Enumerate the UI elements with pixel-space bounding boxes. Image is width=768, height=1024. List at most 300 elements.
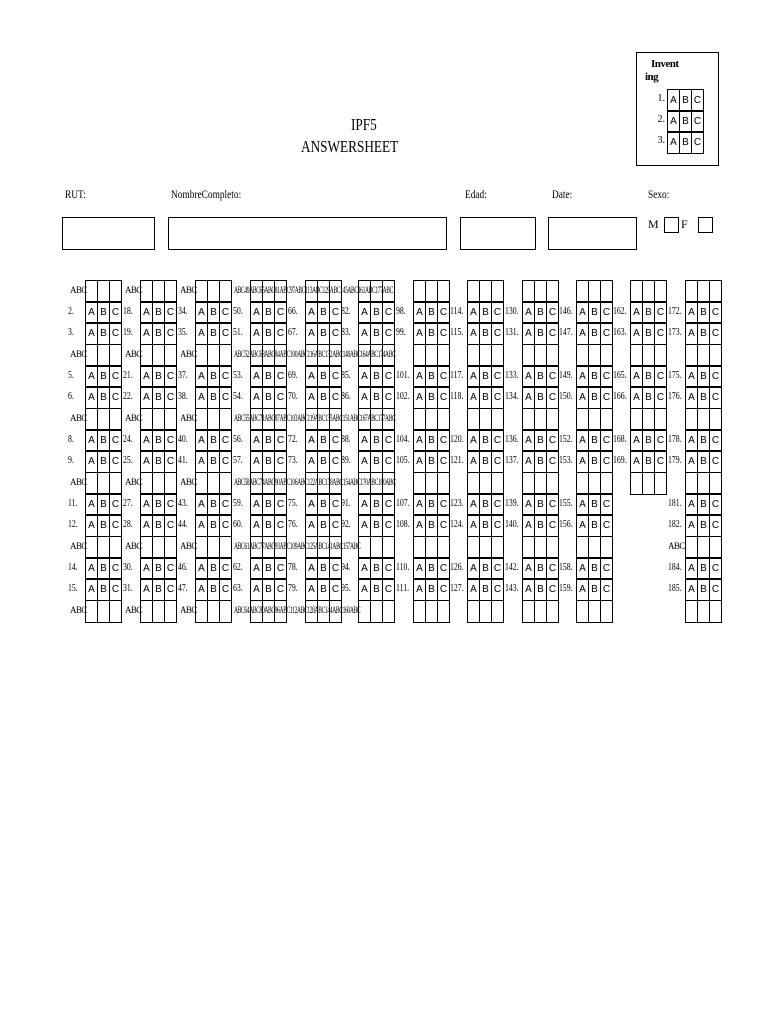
answer-option[interactable]: B bbox=[97, 557, 110, 580]
answer-option[interactable]: C bbox=[654, 365, 667, 388]
answer-option[interactable]: B bbox=[317, 301, 330, 324]
answer-option[interactable]: B bbox=[534, 365, 547, 388]
age-field[interactable] bbox=[460, 217, 536, 250]
answer-option[interactable]: A bbox=[358, 557, 371, 580]
answer-option[interactable]: B bbox=[534, 493, 547, 516]
answer-option[interactable]: A bbox=[140, 365, 153, 388]
sex-m-checkbox[interactable] bbox=[664, 217, 679, 233]
answer-option[interactable]: C bbox=[600, 557, 613, 580]
answer-option[interactable]: B bbox=[697, 365, 710, 388]
answer-option[interactable]: C bbox=[491, 493, 504, 516]
answer-option[interactable]: A bbox=[576, 493, 589, 516]
answer-option[interactable]: A bbox=[358, 578, 371, 601]
answer-option[interactable]: C bbox=[382, 322, 395, 345]
answer-option[interactable]: C bbox=[109, 557, 122, 580]
answer-option[interactable]: C bbox=[164, 386, 177, 409]
answer-option[interactable]: C bbox=[274, 365, 287, 388]
answer-option[interactable]: B bbox=[697, 557, 710, 580]
answer-option[interactable]: C bbox=[164, 365, 177, 388]
answer-option[interactable]: C bbox=[437, 429, 450, 452]
answer-option[interactable]: C bbox=[491, 429, 504, 452]
answer-option[interactable]: A bbox=[522, 322, 535, 345]
answer-option[interactable]: C bbox=[329, 301, 342, 324]
answer-option[interactable]: C bbox=[546, 365, 559, 388]
answer-option[interactable]: A bbox=[305, 301, 318, 324]
answer-option[interactable]: B bbox=[479, 386, 492, 409]
inventory-option[interactable]: C bbox=[691, 110, 704, 133]
answer-option[interactable]: C bbox=[382, 386, 395, 409]
answer-option[interactable]: A bbox=[413, 493, 426, 516]
answer-option[interactable]: B bbox=[97, 429, 110, 452]
answer-option[interactable]: B bbox=[317, 557, 330, 580]
answer-option[interactable]: A bbox=[250, 557, 263, 580]
answer-option[interactable]: C bbox=[437, 557, 450, 580]
answer-option[interactable]: B bbox=[317, 365, 330, 388]
answer-option[interactable]: B bbox=[207, 386, 220, 409]
answer-option[interactable]: C bbox=[219, 301, 232, 324]
answer-option[interactable]: B bbox=[207, 578, 220, 601]
answer-option[interactable]: A bbox=[195, 493, 208, 516]
answer-option[interactable]: A bbox=[630, 450, 643, 473]
answer-option[interactable]: A bbox=[85, 514, 98, 537]
answer-option[interactable]: A bbox=[467, 514, 480, 537]
answer-option[interactable]: B bbox=[370, 557, 383, 580]
answer-option[interactable]: B bbox=[425, 429, 438, 452]
answer-option[interactable]: A bbox=[413, 557, 426, 580]
answer-option[interactable]: B bbox=[207, 514, 220, 537]
answer-option[interactable]: B bbox=[152, 322, 165, 345]
answer-option[interactable]: C bbox=[546, 578, 559, 601]
answer-option[interactable]: A bbox=[576, 557, 589, 580]
answer-option[interactable]: C bbox=[219, 386, 232, 409]
answer-option[interactable]: B bbox=[262, 322, 275, 345]
answer-option[interactable]: A bbox=[413, 450, 426, 473]
answer-option[interactable]: A bbox=[522, 450, 535, 473]
answer-option[interactable]: A bbox=[358, 493, 371, 516]
answer-option[interactable]: B bbox=[425, 514, 438, 537]
answer-option[interactable]: B bbox=[425, 557, 438, 580]
answer-option[interactable]: C bbox=[382, 450, 395, 473]
answer-option[interactable]: B bbox=[97, 386, 110, 409]
inventory-option[interactable]: C bbox=[691, 131, 704, 154]
inventory-option[interactable]: C bbox=[691, 89, 704, 112]
answer-option[interactable]: B bbox=[534, 386, 547, 409]
answer-option[interactable]: B bbox=[317, 386, 330, 409]
answer-option[interactable]: C bbox=[437, 450, 450, 473]
answer-option[interactable]: C bbox=[164, 322, 177, 345]
answer-option[interactable]: C bbox=[491, 450, 504, 473]
answer-option[interactable]: B bbox=[425, 301, 438, 324]
inventory-option[interactable]: A bbox=[667, 131, 680, 154]
answer-option[interactable]: B bbox=[588, 578, 601, 601]
answer-option[interactable]: A bbox=[685, 386, 698, 409]
answer-option[interactable]: C bbox=[164, 514, 177, 537]
answer-option[interactable]: C bbox=[491, 386, 504, 409]
answer-option[interactable]: A bbox=[467, 322, 480, 345]
answer-option[interactable]: C bbox=[600, 386, 613, 409]
answer-option[interactable]: A bbox=[467, 493, 480, 516]
answer-option[interactable]: B bbox=[317, 514, 330, 537]
answer-option[interactable]: A bbox=[250, 322, 263, 345]
answer-option[interactable]: B bbox=[207, 301, 220, 324]
answer-option[interactable]: B bbox=[479, 514, 492, 537]
answer-option[interactable]: C bbox=[546, 386, 559, 409]
answer-option[interactable]: B bbox=[152, 429, 165, 452]
answer-option[interactable]: C bbox=[546, 493, 559, 516]
answer-option[interactable]: A bbox=[358, 514, 371, 537]
answer-option[interactable]: C bbox=[274, 322, 287, 345]
answer-option[interactable]: C bbox=[709, 557, 722, 580]
answer-option[interactable]: A bbox=[467, 429, 480, 452]
answer-option[interactable]: B bbox=[697, 514, 710, 537]
answer-option[interactable]: B bbox=[262, 301, 275, 324]
answer-option[interactable]: C bbox=[437, 493, 450, 516]
answer-option[interactable]: A bbox=[305, 514, 318, 537]
answer-option[interactable]: B bbox=[697, 429, 710, 452]
answer-option[interactable]: B bbox=[262, 386, 275, 409]
inventory-option[interactable]: B bbox=[679, 131, 692, 154]
answer-option[interactable]: A bbox=[685, 429, 698, 452]
answer-option[interactable]: C bbox=[164, 493, 177, 516]
answer-option[interactable]: A bbox=[195, 386, 208, 409]
answer-option[interactable]: A bbox=[467, 365, 480, 388]
answer-option[interactable]: A bbox=[195, 578, 208, 601]
answer-option[interactable]: B bbox=[534, 578, 547, 601]
answer-option[interactable]: A bbox=[85, 450, 98, 473]
answer-option[interactable]: A bbox=[250, 386, 263, 409]
answer-option[interactable]: C bbox=[274, 493, 287, 516]
answer-option[interactable]: B bbox=[262, 429, 275, 452]
answer-option[interactable]: A bbox=[305, 557, 318, 580]
answer-option[interactable]: C bbox=[274, 301, 287, 324]
answer-option[interactable]: A bbox=[305, 493, 318, 516]
answer-option[interactable]: B bbox=[370, 429, 383, 452]
answer-option[interactable]: C bbox=[437, 386, 450, 409]
answer-option[interactable]: A bbox=[413, 514, 426, 537]
answer-option[interactable]: A bbox=[576, 578, 589, 601]
sex-f-checkbox[interactable] bbox=[698, 217, 713, 233]
answer-option[interactable]: B bbox=[588, 450, 601, 473]
answer-option[interactable]: A bbox=[522, 365, 535, 388]
answer-option[interactable]: C bbox=[109, 322, 122, 345]
answer-option[interactable]: A bbox=[250, 301, 263, 324]
answer-option[interactable]: B bbox=[152, 493, 165, 516]
answer-option[interactable]: B bbox=[588, 365, 601, 388]
answer-option[interactable]: A bbox=[522, 493, 535, 516]
answer-option[interactable]: C bbox=[600, 429, 613, 452]
answer-option[interactable]: B bbox=[262, 365, 275, 388]
answer-option[interactable]: A bbox=[413, 365, 426, 388]
answer-option[interactable]: A bbox=[413, 386, 426, 409]
answer-option[interactable]: A bbox=[522, 578, 535, 601]
answer-option[interactable]: C bbox=[382, 301, 395, 324]
answer-option[interactable]: A bbox=[630, 386, 643, 409]
answer-option[interactable]: B bbox=[534, 557, 547, 580]
answer-option[interactable]: B bbox=[697, 386, 710, 409]
answer-option[interactable]: C bbox=[709, 301, 722, 324]
answer-option[interactable]: B bbox=[425, 493, 438, 516]
answer-option[interactable]: A bbox=[250, 578, 263, 601]
answer-option[interactable]: B bbox=[207, 493, 220, 516]
answer-option[interactable]: A bbox=[195, 450, 208, 473]
answer-option[interactable]: C bbox=[164, 450, 177, 473]
answer-option[interactable]: C bbox=[382, 578, 395, 601]
answer-option[interactable]: C bbox=[274, 578, 287, 601]
answer-option[interactable]: C bbox=[329, 578, 342, 601]
answer-option[interactable]: B bbox=[642, 429, 655, 452]
answer-option[interactable]: A bbox=[305, 386, 318, 409]
answer-option[interactable]: B bbox=[534, 450, 547, 473]
answer-option[interactable]: C bbox=[274, 386, 287, 409]
answer-option[interactable]: C bbox=[329, 386, 342, 409]
answer-option[interactable]: C bbox=[382, 365, 395, 388]
answer-option[interactable]: B bbox=[370, 322, 383, 345]
answer-option[interactable]: B bbox=[588, 322, 601, 345]
answer-option[interactable]: C bbox=[491, 557, 504, 580]
answer-option[interactable]: B bbox=[370, 578, 383, 601]
answer-option[interactable]: B bbox=[97, 493, 110, 516]
answer-option[interactable]: C bbox=[600, 514, 613, 537]
answer-option[interactable]: B bbox=[479, 493, 492, 516]
answer-option[interactable]: B bbox=[588, 386, 601, 409]
answer-option[interactable]: C bbox=[709, 365, 722, 388]
answer-option[interactable]: C bbox=[109, 514, 122, 537]
answer-option[interactable]: A bbox=[85, 557, 98, 580]
answer-option[interactable]: A bbox=[413, 322, 426, 345]
answer-option[interactable]: A bbox=[140, 514, 153, 537]
answer-option[interactable]: B bbox=[479, 450, 492, 473]
answer-option[interactable]: C bbox=[164, 578, 177, 601]
answer-option[interactable]: C bbox=[491, 322, 504, 345]
answer-option[interactable]: A bbox=[522, 429, 535, 452]
answer-option[interactable]: B bbox=[97, 322, 110, 345]
answer-option[interactable]: A bbox=[140, 322, 153, 345]
answer-option[interactable]: C bbox=[109, 493, 122, 516]
answer-option[interactable]: B bbox=[370, 365, 383, 388]
answer-option[interactable]: B bbox=[152, 578, 165, 601]
answer-option[interactable]: B bbox=[479, 365, 492, 388]
answer-option[interactable]: A bbox=[467, 386, 480, 409]
answer-option[interactable]: C bbox=[546, 514, 559, 537]
answer-option[interactable]: A bbox=[576, 322, 589, 345]
answer-option[interactable]: B bbox=[152, 365, 165, 388]
answer-option[interactable]: B bbox=[207, 429, 220, 452]
answer-option[interactable]: B bbox=[425, 578, 438, 601]
answer-option[interactable]: C bbox=[600, 578, 613, 601]
answer-option[interactable]: C bbox=[437, 322, 450, 345]
answer-option[interactable]: A bbox=[250, 365, 263, 388]
answer-option[interactable]: B bbox=[697, 493, 710, 516]
answer-option[interactable]: B bbox=[642, 301, 655, 324]
answer-option[interactable]: B bbox=[642, 322, 655, 345]
answer-option[interactable]: B bbox=[317, 493, 330, 516]
answer-option[interactable]: B bbox=[370, 493, 383, 516]
answer-option[interactable]: A bbox=[685, 322, 698, 345]
answer-option[interactable]: C bbox=[709, 386, 722, 409]
answer-option[interactable]: C bbox=[654, 429, 667, 452]
answer-option[interactable]: C bbox=[329, 514, 342, 537]
answer-option[interactable]: B bbox=[317, 450, 330, 473]
answer-option[interactable]: A bbox=[250, 493, 263, 516]
answer-option[interactable]: A bbox=[140, 386, 153, 409]
answer-option[interactable]: A bbox=[685, 301, 698, 324]
answer-option[interactable]: A bbox=[85, 578, 98, 601]
answer-option[interactable]: A bbox=[576, 514, 589, 537]
inventory-option[interactable]: B bbox=[679, 110, 692, 133]
answer-option[interactable]: C bbox=[709, 493, 722, 516]
answer-option[interactable]: B bbox=[425, 386, 438, 409]
answer-option[interactable]: A bbox=[250, 429, 263, 452]
answer-option[interactable]: B bbox=[317, 322, 330, 345]
answer-option[interactable]: C bbox=[109, 429, 122, 452]
answer-option[interactable]: C bbox=[491, 301, 504, 324]
answer-option[interactable]: C bbox=[219, 429, 232, 452]
answer-option[interactable]: A bbox=[685, 493, 698, 516]
answer-option[interactable]: A bbox=[467, 301, 480, 324]
answer-option[interactable]: B bbox=[534, 429, 547, 452]
answer-option[interactable]: C bbox=[600, 493, 613, 516]
answer-option[interactable]: C bbox=[546, 322, 559, 345]
answer-option[interactable]: A bbox=[413, 578, 426, 601]
answer-option[interactable]: C bbox=[329, 322, 342, 345]
answer-option[interactable]: C bbox=[382, 557, 395, 580]
answer-option[interactable]: B bbox=[642, 450, 655, 473]
answer-option[interactable]: C bbox=[382, 429, 395, 452]
answer-option[interactable]: C bbox=[709, 429, 722, 452]
answer-option[interactable]: B bbox=[479, 301, 492, 324]
answer-option[interactable]: A bbox=[630, 365, 643, 388]
answer-option[interactable]: A bbox=[195, 557, 208, 580]
answer-option[interactable]: B bbox=[534, 514, 547, 537]
answer-option[interactable]: A bbox=[195, 322, 208, 345]
answer-option[interactable]: C bbox=[329, 450, 342, 473]
answer-option[interactable]: A bbox=[195, 301, 208, 324]
answer-option[interactable]: A bbox=[140, 578, 153, 601]
answer-option[interactable]: C bbox=[219, 514, 232, 537]
answer-option[interactable]: C bbox=[219, 557, 232, 580]
answer-option[interactable]: A bbox=[467, 557, 480, 580]
answer-option[interactable]: B bbox=[370, 514, 383, 537]
answer-option[interactable]: B bbox=[588, 514, 601, 537]
answer-option[interactable]: B bbox=[207, 450, 220, 473]
answer-option[interactable]: A bbox=[85, 365, 98, 388]
answer-option[interactable]: B bbox=[370, 450, 383, 473]
answer-option[interactable]: C bbox=[274, 429, 287, 452]
answer-option[interactable]: C bbox=[600, 365, 613, 388]
name-field[interactable] bbox=[168, 217, 447, 250]
answer-option[interactable]: A bbox=[630, 301, 643, 324]
answer-option[interactable]: A bbox=[358, 322, 371, 345]
answer-option[interactable]: B bbox=[207, 365, 220, 388]
answer-option[interactable]: C bbox=[329, 365, 342, 388]
answer-option[interactable]: A bbox=[305, 450, 318, 473]
answer-option[interactable]: B bbox=[317, 429, 330, 452]
answer-option[interactable]: A bbox=[85, 322, 98, 345]
answer-option[interactable]: B bbox=[152, 450, 165, 473]
answer-option[interactable]: B bbox=[697, 322, 710, 345]
answer-option[interactable]: A bbox=[576, 386, 589, 409]
answer-option[interactable]: A bbox=[685, 514, 698, 537]
answer-option[interactable]: C bbox=[109, 386, 122, 409]
answer-option[interactable]: A bbox=[685, 557, 698, 580]
answer-option[interactable]: A bbox=[467, 578, 480, 601]
answer-option[interactable]: C bbox=[219, 322, 232, 345]
answer-option[interactable]: A bbox=[195, 514, 208, 537]
answer-option[interactable]: A bbox=[140, 493, 153, 516]
answer-option[interactable]: B bbox=[207, 322, 220, 345]
answer-option[interactable]: A bbox=[305, 578, 318, 601]
answer-option[interactable]: B bbox=[588, 557, 601, 580]
answer-option[interactable]: C bbox=[600, 301, 613, 324]
answer-option[interactable]: C bbox=[491, 578, 504, 601]
answer-option[interactable]: C bbox=[709, 450, 722, 473]
answer-option[interactable]: A bbox=[358, 429, 371, 452]
answer-option[interactable]: B bbox=[97, 514, 110, 537]
answer-option[interactable]: B bbox=[479, 578, 492, 601]
answer-option[interactable]: C bbox=[600, 322, 613, 345]
answer-option[interactable]: A bbox=[358, 450, 371, 473]
answer-option[interactable]: C bbox=[709, 322, 722, 345]
answer-option[interactable]: A bbox=[685, 578, 698, 601]
answer-option[interactable]: C bbox=[329, 493, 342, 516]
answer-option[interactable]: B bbox=[479, 429, 492, 452]
answer-option[interactable]: C bbox=[274, 557, 287, 580]
rut-field[interactable] bbox=[62, 217, 155, 250]
inventory-option[interactable]: B bbox=[679, 89, 692, 112]
answer-option[interactable]: B bbox=[588, 301, 601, 324]
answer-option[interactable]: A bbox=[250, 514, 263, 537]
answer-option[interactable]: C bbox=[274, 450, 287, 473]
answer-option[interactable]: C bbox=[709, 578, 722, 601]
answer-option[interactable]: C bbox=[600, 450, 613, 473]
answer-option[interactable]: A bbox=[576, 301, 589, 324]
answer-option[interactable]: C bbox=[546, 450, 559, 473]
answer-option[interactable]: C bbox=[709, 514, 722, 537]
answer-option[interactable]: B bbox=[642, 386, 655, 409]
answer-option[interactable]: B bbox=[642, 365, 655, 388]
answer-option[interactable]: B bbox=[588, 493, 601, 516]
answer-option[interactable]: B bbox=[588, 429, 601, 452]
answer-option[interactable]: C bbox=[219, 578, 232, 601]
answer-option[interactable]: A bbox=[522, 301, 535, 324]
inventory-option[interactable]: A bbox=[667, 110, 680, 133]
answer-option[interactable]: B bbox=[262, 557, 275, 580]
answer-option[interactable]: B bbox=[207, 557, 220, 580]
answer-option[interactable]: C bbox=[219, 493, 232, 516]
answer-option[interactable]: C bbox=[437, 301, 450, 324]
answer-option[interactable]: A bbox=[576, 450, 589, 473]
answer-option[interactable]: B bbox=[262, 450, 275, 473]
answer-option[interactable]: B bbox=[152, 386, 165, 409]
answer-option[interactable]: A bbox=[522, 557, 535, 580]
answer-option[interactable]: C bbox=[491, 365, 504, 388]
answer-option[interactable]: C bbox=[164, 301, 177, 324]
answer-option[interactable]: A bbox=[522, 386, 535, 409]
answer-option[interactable]: A bbox=[195, 365, 208, 388]
answer-option[interactable]: A bbox=[413, 301, 426, 324]
answer-option[interactable]: B bbox=[152, 301, 165, 324]
answer-option[interactable]: C bbox=[654, 450, 667, 473]
answer-option[interactable]: B bbox=[534, 301, 547, 324]
inventory-option[interactable]: A bbox=[667, 89, 680, 112]
answer-option[interactable]: B bbox=[97, 578, 110, 601]
answer-option[interactable]: B bbox=[97, 365, 110, 388]
answer-option[interactable]: A bbox=[358, 386, 371, 409]
answer-option[interactable]: C bbox=[382, 493, 395, 516]
answer-option[interactable]: A bbox=[685, 365, 698, 388]
answer-option[interactable]: C bbox=[219, 365, 232, 388]
date-field[interactable] bbox=[548, 217, 637, 250]
